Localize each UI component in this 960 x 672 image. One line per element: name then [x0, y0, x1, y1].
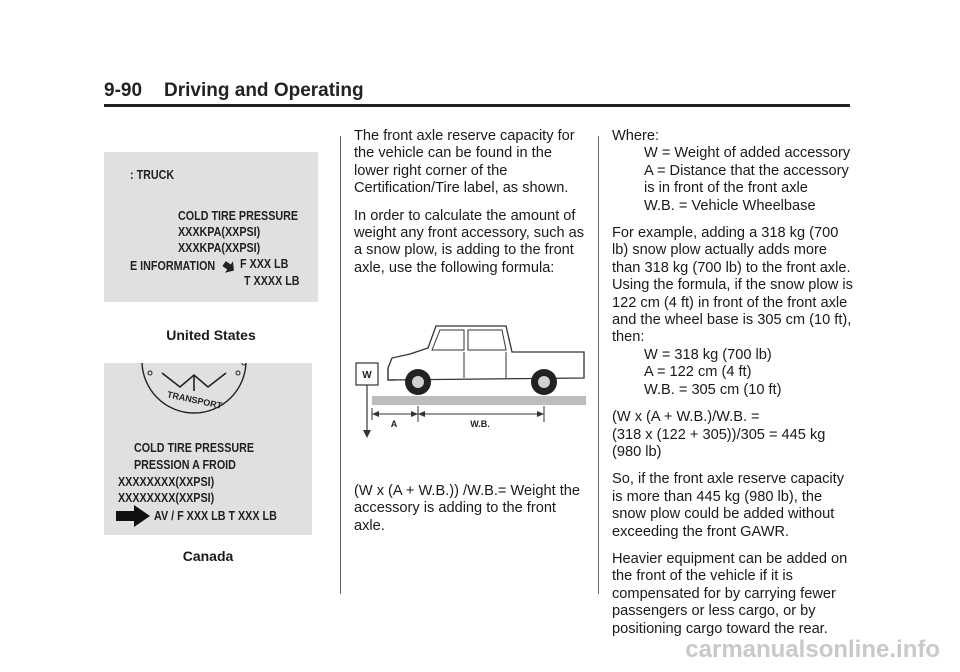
diagram-w-label: W: [362, 370, 372, 381]
ca-label-kpa-2: XXXXXXXX(XXPSI): [118, 491, 215, 505]
diagram-a-label: A: [390, 419, 398, 429]
us-label-total-lb: T XXXX LB: [244, 274, 300, 288]
paragraph-heavier: Heavier equipment can be added on the front of the vehicle if it is compensated for by carrying fewer passengers or less cargo, or by positioning cargo toward the rear.: [612, 550, 848, 637]
ca-label-kpa-1: XXXXXXXX(XXPSI): [118, 475, 215, 489]
us-label-truck: : TRUCK: [130, 168, 175, 182]
us-caption: United States: [166, 327, 256, 343]
definition-a: A = Distance that the accessory is in front of the front axle: [644, 162, 849, 197]
canada-tire-label-image: [104, 363, 312, 535]
column-divider-left: [340, 136, 341, 594]
paragraph-example: For example, adding a 318 kg (700 lb) snow plow actually adds more than 318 kg (700 lb) to the front axle. Using the formula, if the snow plow is 122 cm (4 ft) in front of the front axle and the wheel base is 305 cm (10 ft), then:: [612, 225, 853, 346]
page-number: 9-90: [104, 80, 143, 101]
middle-column: [354, 128, 586, 287]
middle-column-formula: [354, 483, 586, 545]
ca-label-pression: PRESSION A FROID: [134, 458, 236, 472]
us-label-kpa-2: XXXKPA(XXPSI): [178, 241, 261, 255]
us-label-information: E INFORMATION: [130, 259, 216, 273]
example-a: A = 122 cm (4 ft): [644, 364, 752, 381]
us-tire-label-image: [104, 152, 318, 302]
canada-caption: Canada: [182, 548, 234, 564]
ca-label-cold-tire: COLD TIRE PRESSURE: [134, 441, 255, 455]
right-column: [612, 128, 856, 648]
paragraph-so: So, if the front axle reserve capacity is more than 445 kg (980 lb), the snow plow could be added without exceeding the front GAWR.: [612, 471, 844, 540]
canada-label-seal: [140, 363, 248, 433]
canada-label-transport: TRANSPORT: [166, 389, 224, 411]
section-title: Driving and Operating: [164, 80, 364, 101]
paragraph-reserve-capacity: The front axle reserve capacity for the vehicle can be found in the lower right corner of the Certification/Tire label, as shown.: [354, 128, 575, 197]
us-label-front-lb: F XXX LB: [240, 257, 289, 271]
arrow-right-icon: [222, 260, 236, 274]
header-rule: [104, 104, 850, 107]
formula-line-2: (318 x (122 + 305))/305 = 445 kg (980 lb): [612, 426, 826, 460]
example-wb: W.B. = 305 cm (10 ft): [644, 381, 782, 398]
diagram-wb-label: W.B.: [470, 419, 490, 429]
us-label-cold-tire: COLD TIRE PRESSURE: [178, 209, 299, 223]
paragraph-calculate: In order to calculate the amount of weight any front accessory, such as a snow plow, is adding to the front axle, use the following formula:: [354, 207, 585, 276]
definition-w: W = Weight of added accessory: [644, 145, 851, 162]
column-divider-right: [598, 136, 599, 594]
truck-formula-diagram: [352, 318, 590, 438]
definition-wb: W.B. = Vehicle Wheelbase: [644, 197, 816, 214]
us-label-kpa-1: XXXKPA(XXPSI): [178, 225, 261, 239]
paragraph-formula: (W x (A + W.B.)) /W.B.= Weight the accessory is adding to the front axle.: [354, 483, 580, 534]
example-w: W = 318 kg (700 lb): [644, 346, 772, 363]
watermark: carmanualsonline.info: [685, 636, 940, 663]
ca-label-weights: AV / F XXX LB T XXX LB: [154, 509, 277, 523]
where-label: Where:: [612, 128, 660, 144]
page-header: [104, 80, 364, 102]
arrow-right-icon: [116, 505, 150, 527]
formula-line-1: (W x (A + W.B.)/W.B. =: [612, 409, 760, 426]
